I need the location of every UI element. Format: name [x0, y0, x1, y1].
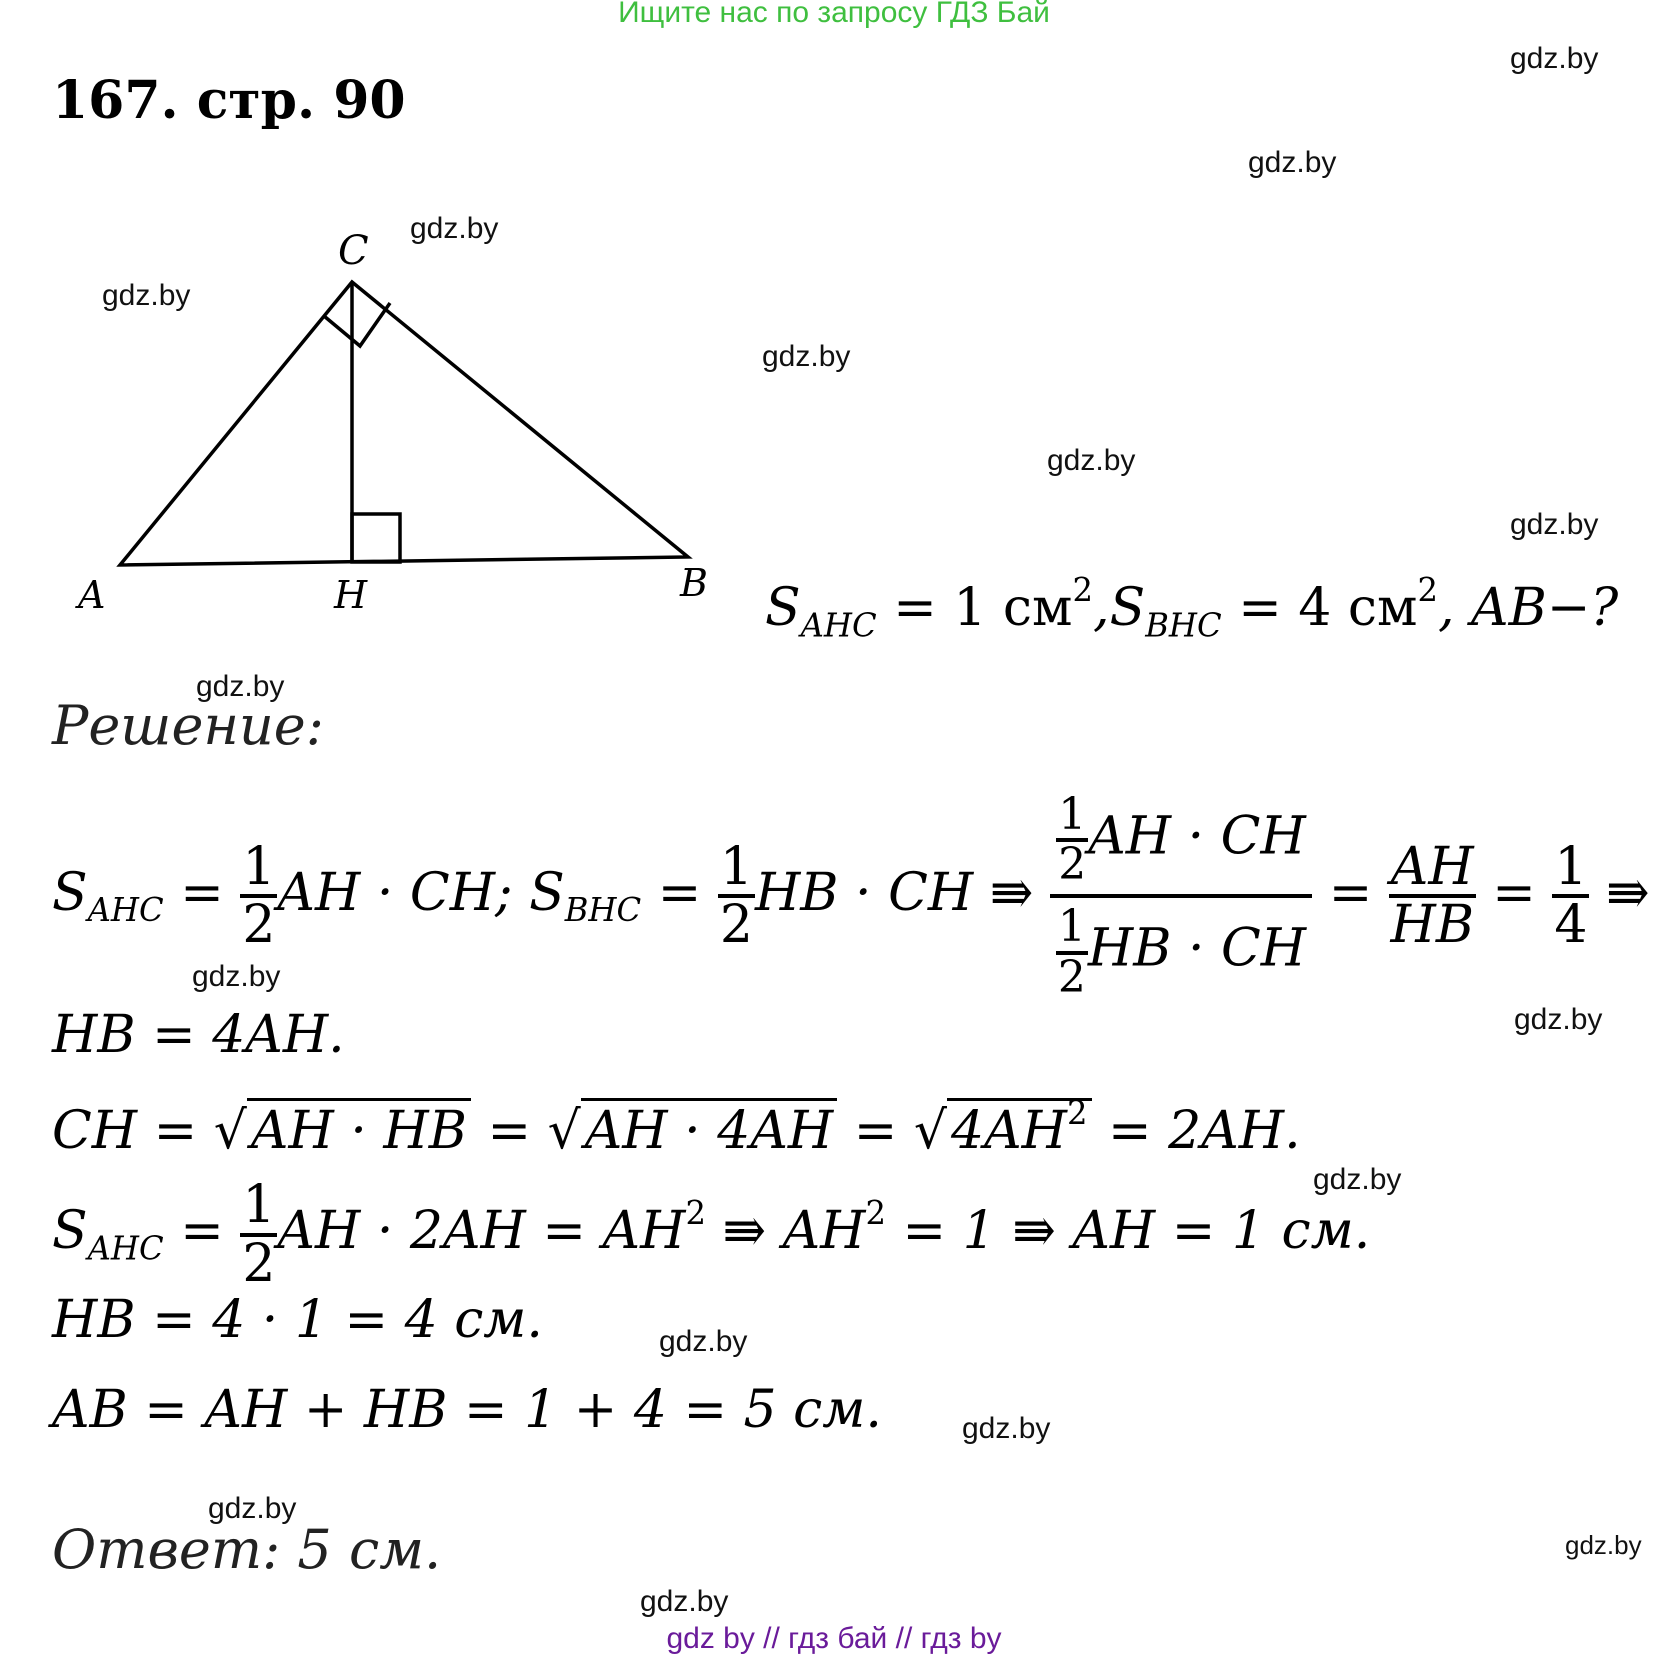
- fraction-areas-ratio: $\frac{1}{2}$ AH · CH $\frac{1}{2}$ HB · CH: [1050, 792, 1312, 1001]
- solution-line-5: HB = 4 · 1 = 4 см.: [52, 1290, 543, 1350]
- watermark: gdz.by: [192, 960, 281, 993]
- solution-line-3: CH = √AH · HB = $√AH \cdot 4AH = √4AH^2 = 2AH$.: [52, 1093, 1301, 1161]
- watermark: gdz.by: [102, 279, 191, 312]
- sqrt-1: √AH · HB: [214, 1098, 471, 1161]
- watermark: gdz.by: [196, 670, 285, 703]
- fraction-ah-hb: $\frac{AH}{HB}$: [1390, 836, 1475, 956]
- solution-line-4: $S_{AHC}$ = $\frac{1}{2}$ AH · $2AH = AH^2$ ⇛ $AH^2 = 1$ ⇛ AH = 1 см.: [52, 1175, 1371, 1294]
- footer-links: gdz by // гдз бай // гдз by: [666, 1622, 1002, 1655]
- sqrt-3: $√4AH^2$: [914, 1098, 1092, 1161]
- fraction-half: $\frac{1}{2}$: [242, 1175, 276, 1294]
- label-h: H: [334, 573, 368, 617]
- page-title: 167. стр. 90: [52, 70, 406, 131]
- solution-line-2: HB = 4AH.: [52, 1005, 345, 1065]
- watermark: gdz.by: [1510, 508, 1599, 541]
- solution-heading: Решение:: [52, 694, 324, 757]
- given-statement: $S_{AHC} = 1$ $см^2,S_{BHC} = 4$ $см^2$, AB−?: [765, 570, 1619, 645]
- answer: Ответ: 5 см.: [52, 1518, 442, 1581]
- solution-line-6: AB = AH + HB = 1 + 4 = 5 см.: [52, 1380, 882, 1440]
- label-c: C: [338, 228, 369, 274]
- watermark: gdz.by: [762, 340, 851, 373]
- triangle-abc: [120, 282, 688, 565]
- fraction-half: $\frac{1}{2}$: [242, 836, 276, 956]
- top-banner: Ищите нас по запросу ГДЗ Бай: [618, 0, 1050, 29]
- watermark: gdz.by: [659, 1325, 748, 1358]
- watermark: gdz.by: [1248, 146, 1337, 179]
- watermark: gdz.by: [640, 1585, 729, 1618]
- label-b: B: [680, 561, 708, 605]
- watermark: gdz.by: [1313, 1163, 1402, 1196]
- solution-line-1: $S_{AHC}$ = $\frac{1}{2}$ AH · CH; $S_{BHC}$ = $\frac{1}{2}$ HB · CH ⇛ $\frac{1}{2}$ AH · CH $\frac{1}{2}$ HB · CH = $\frac{AH}{HB}$ = $\frac{1}{4}$ ⇛: [52, 789, 1650, 1003]
- sqrt-2: √AH · 4AH: [548, 1098, 838, 1161]
- triangle-diagram: [0, 0, 720, 640]
- watermark: gdz.by: [962, 1412, 1051, 1445]
- watermark: gdz.by: [1510, 42, 1599, 75]
- watermark: gdz.by: [1565, 1530, 1642, 1560]
- right-angle-mark-h: [352, 514, 400, 562]
- watermark: gdz.by: [1514, 1003, 1603, 1036]
- right-angle-mark-c: [324, 303, 390, 346]
- watermark: gdz.by: [410, 212, 499, 245]
- watermark: gdz.by: [1047, 444, 1136, 477]
- label-a: A: [78, 573, 106, 617]
- fraction-quarter: $\frac{1}{4}$: [1554, 836, 1588, 956]
- watermark: gdz.by: [208, 1492, 297, 1525]
- fraction-half: $\frac{1}{2}$: [719, 836, 753, 956]
